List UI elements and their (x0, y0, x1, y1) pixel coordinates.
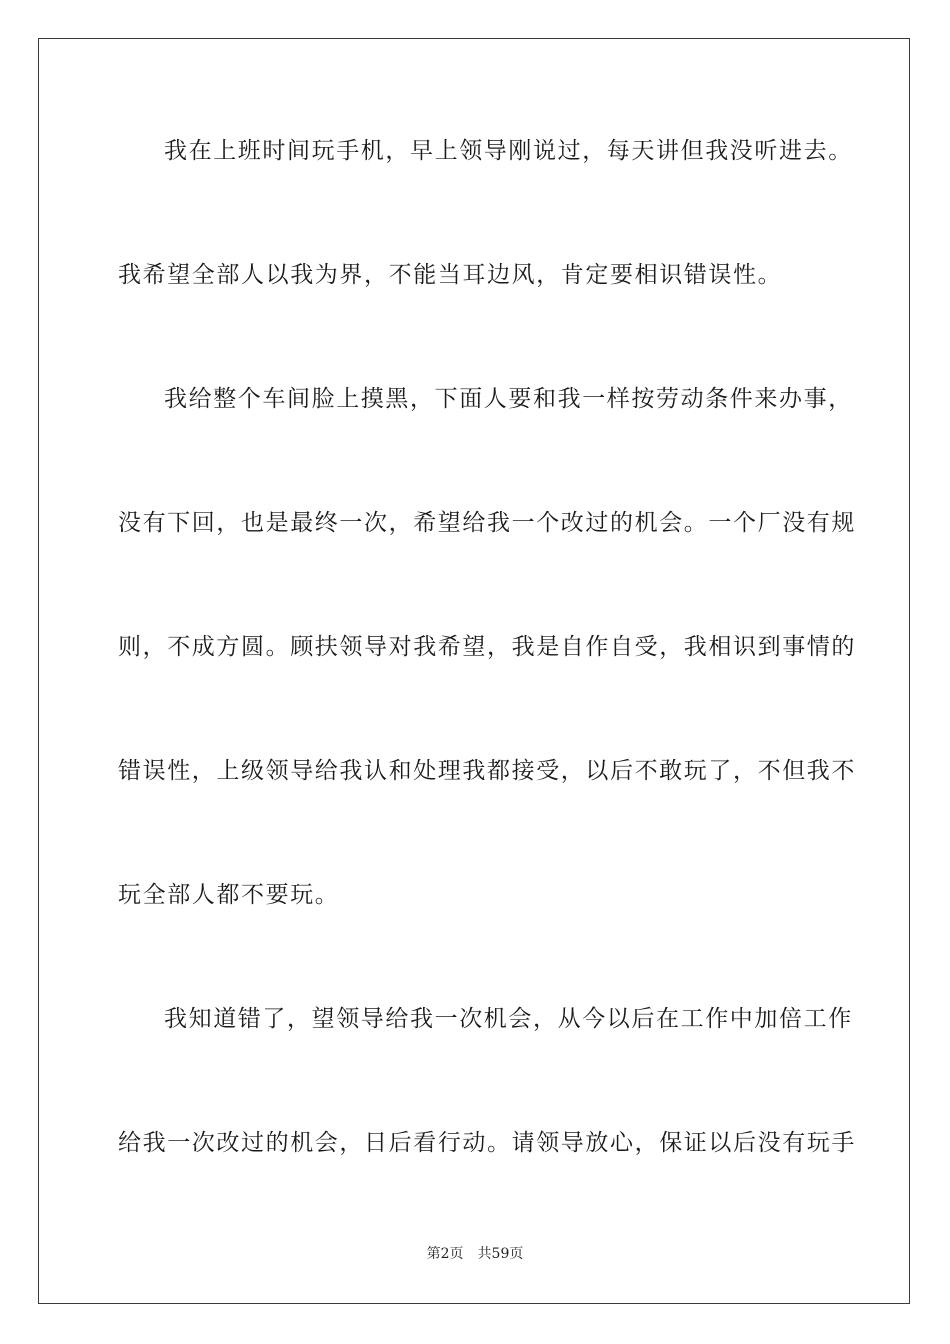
page-frame (38, 38, 910, 1304)
paragraph-line: 给我一次改过的机会，日后看行动。请领导放心，保证以后没有玩手 (118, 1130, 856, 1156)
paragraph-line: 我知道错了，望领导给我一次机会，从今以后在工作中加倍工作 (164, 1006, 853, 1032)
total-pages: 共59页 (477, 1246, 524, 1262)
paragraph-line: 错误性，上级领导给我认和处理我都接受，以后不敢玩了，不但我不 (118, 758, 856, 784)
paragraph-line: 我给整个车间脸上摸黑，下面人要和我一样按劳动条件来办事， (164, 386, 853, 412)
page-footer (0, 1244, 950, 1264)
page-number: 第2页 (426, 1246, 464, 1262)
paragraph-line: 没有下回，也是最终一次，希望给我一个改过的机会。一个厂没有规 (118, 510, 856, 536)
paragraph-line: 我在上班时间玩手机，早上领导刚说过，每天讲但我没听进去。 (164, 138, 853, 164)
paragraph-line: 则，不成方圆。顾扶领导对我希望，我是自作自受，我相识到事情的 (118, 634, 856, 660)
paragraph-line: 玩全部人都不要玩。 (118, 882, 340, 908)
paragraph-line: 我希望全部人以我为界，不能当耳边风，肯定要相识错误性。 (118, 262, 783, 288)
